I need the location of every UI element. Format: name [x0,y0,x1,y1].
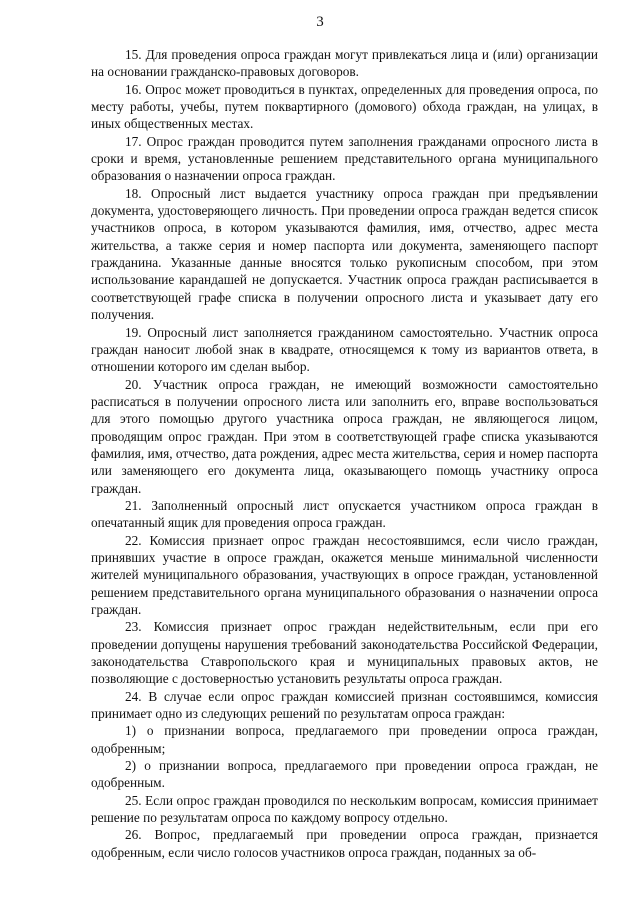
paragraph-17: 17. Опрос граждан проводится путем заполнения гражданами опросного листа в сроки и время, установленные решением представительного органа муниципального образования о назначении опроса граждан. [91,133,598,184]
paragraph-15: 15. Для проведения опроса граждан могут привлекаться лица и (или) организации на основании гражданско-правовых договоров. [91,47,598,80]
document-body [91,46,598,861]
page-number: 3 [316,14,324,30]
paragraph-24: 24. В случае если опрос граждан комиссией признан состоявшимся, комиссия принимает одно из следующих решений по результатам опроса граждан: [91,688,598,722]
paragraph-21: 21. Заполненный опросный лист опускается участником опроса граждан в опечатанный ящик для проведения опроса граждан. [91,497,598,531]
paragraph-18: 18. Опросный лист выдается участнику опроса граждан при предъявлении документа, удостоверяющего личность. При проведении опроса граждан ведется список участников опроса, в котором указываются фамилия, имя, отчество, адрес места жительства, а также серия и номер паспорта или документа, заменяющего паспорт гражданина. Указанные данные вносятся только рукописным способом, при этом использование карандашей не допускается. Участник опроса граждан расписывается в соответствующей графе списка в получении опросного листа и указывает дату его получения. [91,185,598,323]
list-item-2: 2) о признании вопроса, предлагаемого при проведении опроса граждан, не одобренным. [91,758,598,791]
list-item-1: 1) о признании вопроса, предлагаемого при проведении опроса граждан, одобренным; [91,723,598,756]
paragraph-20: 20. Участник опроса граждан, не имеющий возможности самостоятельно расписаться в получении опросного листа или заполнить его, вправе воспользоваться для этого помощью другого участника опроса граждан, не являющегося лицом, проводящим опрос граждан. При этом в соответствующей графе списка указываются фамилия, имя, отчество, дата рождения, адрес места жительства, серия и номер паспорта или заменяющего его документа лица, оказывающего помощь участнику опроса граждан. [91,376,598,496]
paragraph-22: 22. Комиссия признает опрос граждан несостоявшимся, если число граждан, принявших участие в опросе граждан, окажется меньше минимальной численности жителей муниципального образования, участвующих в опросе граждан, установленной решением представительного органа муниципального образования о назначении опроса граждан. [91,532,598,617]
paragraph-25: 25. Если опрос граждан проводился по нескольким вопросам, комиссия принимает решение по результатам опроса по каждому вопросу отдельно. [91,792,598,826]
paragraph-16: 16. Опрос может проводиться в пунктах, определенных для проведения опроса, по месту работы, учебы, путем поквартирного (домового) обхода граждан, на улицах, в иных общественных местах. [91,81,598,132]
paragraph-26: 26. Вопрос, предлагаемый при проведении опроса граждан, признается одобренным, если число голосов участников опроса граждан, поданных за об- [91,827,598,860]
paragraph-23: 23. Комиссия признает опрос граждан недействительным, если при его проведении допущены нарушения требований законодательства Российской Федерации, законодательства Ставропольского края и муниципальных правовых актов, не позволяющие с достоверностью установить результаты опроса граждан. [91,619,598,687]
paragraph-19: 19. Опросный лист заполняется гражданином самостоятельно. Участник опроса граждан наносит любой знак в квадрате, относящемся к тому из вариантов ответа, в отношении которого им сделан выбор. [91,324,598,375]
